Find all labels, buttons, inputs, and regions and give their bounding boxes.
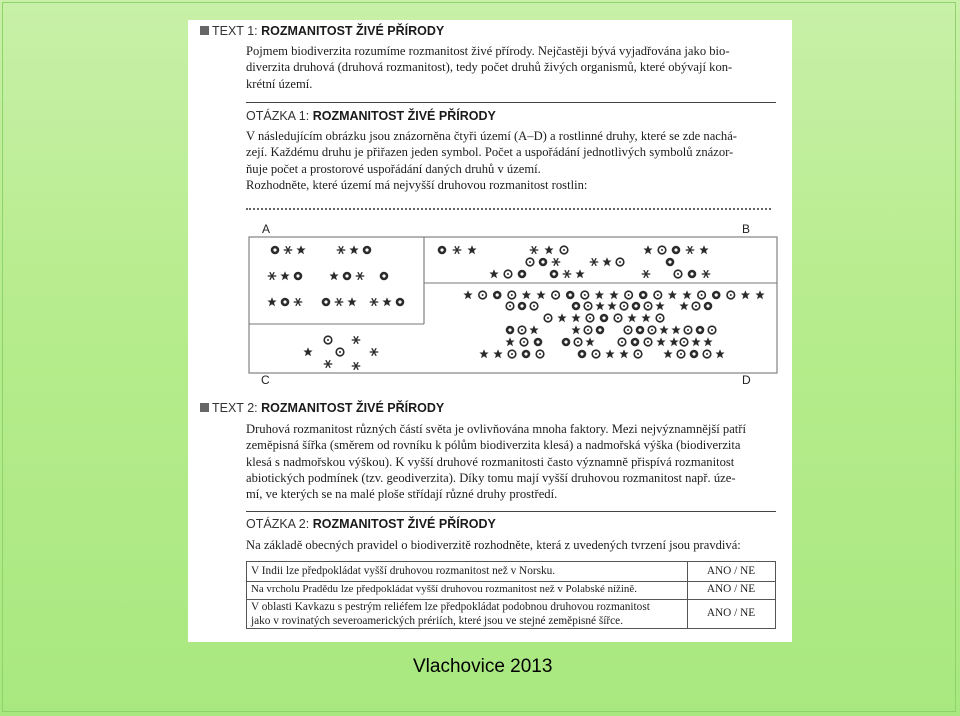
text2-line: abiotických podmínek (tzv. geodiverzita). Díky tomu mají vyšší druhovou rozmanitost např. úze- xyxy=(246,470,736,485)
question2-label: OTÁZKA 2: xyxy=(246,517,310,531)
flower-symbol-icon xyxy=(550,270,559,279)
ring-symbol-icon xyxy=(518,326,526,334)
answer-choice-praded[interactable]: ANO / NE xyxy=(706,583,756,595)
flower-symbol-icon xyxy=(562,338,571,347)
snowflake-symbol-icon xyxy=(642,270,651,278)
ring-symbol-icon xyxy=(677,350,685,358)
ring-symbol-icon xyxy=(692,302,700,310)
question1-line: V následujícím obrázku jsou znázorněna čtyři území (A–D) a rostlinné druhy, které se zde nachá- xyxy=(246,129,737,143)
star-symbol-icon xyxy=(347,297,356,306)
flower-symbol-icon xyxy=(666,258,675,267)
star-symbol-icon xyxy=(595,290,604,299)
flower-symbol-icon xyxy=(636,326,645,335)
text2-line: mí, ve kterých se na malé ploše střídají různé druhy prostředí. xyxy=(246,487,558,502)
snowflake-symbol-icon xyxy=(563,270,572,278)
ring-symbol-icon xyxy=(592,350,600,358)
ring-symbol-icon xyxy=(324,336,332,344)
flower-symbol-icon xyxy=(343,272,352,281)
snowflake-symbol-icon xyxy=(324,360,333,368)
table-row-divider xyxy=(247,581,775,582)
flower-symbol-icon xyxy=(639,291,648,300)
question1-title: ROZMANITOST ŽIVÉ PŘÍRODY xyxy=(312,109,496,123)
snowflake-symbol-icon xyxy=(686,246,695,254)
snowflake-symbol-icon xyxy=(702,270,711,278)
text2-title: ROZMANITOST ŽIVÉ PŘÍRODY xyxy=(261,401,445,415)
ring-symbol-icon xyxy=(680,338,688,346)
star-symbol-icon xyxy=(493,349,502,358)
ring-symbol-icon xyxy=(552,291,560,299)
flower-symbol-icon xyxy=(294,272,303,281)
star-symbol-icon xyxy=(585,337,594,346)
question1-body xyxy=(246,128,776,193)
ring-symbol-icon xyxy=(536,350,544,358)
snowflake-symbol-icon xyxy=(590,258,599,266)
star-symbol-icon xyxy=(607,301,616,310)
star-symbol-icon xyxy=(605,349,614,358)
question2-prompt: Na základě obecných pravidel o biodiverzitě rozhodněte, která z uvedených tvrzení jsou pravdivá: xyxy=(246,538,741,552)
ring-symbol-icon xyxy=(504,270,512,278)
statement-kavkaz-line1: V oblasti Kavkazu s pestrým reliéfem lze předpokládat podobnou druhovou rozmanitost xyxy=(251,601,650,613)
flower-symbol-icon xyxy=(566,291,575,300)
star-symbol-icon xyxy=(602,257,611,266)
star-symbol-icon xyxy=(656,337,665,346)
star-symbol-icon xyxy=(303,347,312,356)
flower-symbol-icon xyxy=(281,298,290,307)
text2-line: Druhová rozmanitost různých částí světa je ovlivňována mnoha faktory. Mezi nejvýznamnější patří xyxy=(246,422,746,436)
ring-symbol-icon xyxy=(520,338,528,346)
snowflake-symbol-icon xyxy=(352,336,361,344)
text2-line: zeměpisná šířka (směrem od rovníku k pólům biodiverzita klesá) a nadmořská výška (biodiverzita xyxy=(246,438,741,453)
ring-symbol-icon xyxy=(624,326,632,334)
flower-symbol-icon xyxy=(518,270,527,279)
ring-symbol-icon xyxy=(634,350,642,358)
star-symbol-icon xyxy=(571,325,580,334)
star-symbol-icon xyxy=(679,301,688,310)
flower-symbol-icon xyxy=(539,258,548,267)
question2-heading xyxy=(246,517,496,531)
flower-symbol-icon xyxy=(704,302,713,311)
star-symbol-icon xyxy=(699,245,708,254)
snowflake-symbol-icon xyxy=(335,298,344,306)
star-symbol-icon xyxy=(627,313,636,322)
flower-symbol-icon xyxy=(363,246,372,255)
star-symbol-icon xyxy=(557,313,566,322)
statement-kavkaz-line2: jako v rovinatých severoamerických prériích, které jsou ve stejné zeměpisné šířce. xyxy=(251,615,624,627)
ring-symbol-icon xyxy=(581,291,589,299)
species-symbols xyxy=(267,245,764,370)
text1-body xyxy=(246,43,776,92)
answer-table xyxy=(246,561,776,629)
ring-symbol-icon xyxy=(698,291,706,299)
flower-symbol-icon xyxy=(506,326,515,335)
ring-symbol-icon xyxy=(625,291,633,299)
square-bullet-icon xyxy=(200,403,209,412)
star-symbol-icon xyxy=(463,290,472,299)
star-symbol-icon xyxy=(643,245,652,254)
star-symbol-icon xyxy=(655,301,664,310)
ring-symbol-icon xyxy=(479,291,487,299)
snowflake-symbol-icon xyxy=(552,258,561,266)
star-symbol-icon xyxy=(280,271,289,280)
star-symbol-icon xyxy=(575,269,584,278)
snowflake-symbol-icon xyxy=(284,246,293,254)
star-symbol-icon xyxy=(529,325,538,334)
divider-rule xyxy=(246,511,776,512)
flower-symbol-icon xyxy=(632,302,641,311)
ring-symbol-icon xyxy=(618,338,626,346)
text2-body xyxy=(246,421,776,502)
star-symbol-icon xyxy=(671,325,680,334)
flower-symbol-icon xyxy=(578,350,587,359)
snowflake-symbol-icon xyxy=(370,298,379,306)
star-symbol-icon xyxy=(609,290,618,299)
star-symbol-icon xyxy=(595,301,604,310)
flower-symbol-icon xyxy=(572,302,581,311)
table-row-divider xyxy=(247,599,775,600)
ring-symbol-icon xyxy=(526,258,534,266)
ring-symbol-icon xyxy=(727,291,735,299)
star-symbol-icon xyxy=(641,313,650,322)
ring-symbol-icon xyxy=(708,326,716,334)
area-label-b: B xyxy=(742,222,751,236)
star-symbol-icon xyxy=(682,290,691,299)
star-symbol-icon xyxy=(329,271,338,280)
flower-symbol-icon xyxy=(688,270,697,279)
ring-symbol-icon xyxy=(560,246,568,254)
ring-symbol-icon xyxy=(506,302,514,310)
star-symbol-icon xyxy=(741,290,750,299)
star-symbol-icon xyxy=(715,349,724,358)
ring-symbol-icon xyxy=(648,326,656,334)
square-bullet-icon xyxy=(200,26,209,35)
ring-symbol-icon xyxy=(544,314,552,322)
star-symbol-icon xyxy=(571,313,580,322)
snowflake-symbol-icon xyxy=(370,348,379,356)
text1-heading xyxy=(200,24,444,38)
flower-symbol-icon xyxy=(696,326,705,335)
text2-line: klesá s nadmořskou výškou). K vyšší druhové rozmanitosti často významně přispívá rozmanitost xyxy=(246,454,735,469)
star-symbol-icon xyxy=(467,245,476,254)
flower-symbol-icon xyxy=(534,338,543,347)
flower-symbol-icon xyxy=(380,272,389,281)
flower-symbol-icon xyxy=(672,246,681,255)
ring-symbol-icon xyxy=(644,302,652,310)
snowflake-symbol-icon xyxy=(294,298,303,306)
ring-symbol-icon xyxy=(530,302,538,310)
text1-line: Pojmem biodiverzita rozumíme rozmanitost živé přírody. Nejčastěji bývá vyjadřována jako bio- xyxy=(246,44,730,58)
flower-symbol-icon xyxy=(522,350,531,359)
star-symbol-icon xyxy=(349,245,358,254)
area-label-a: A xyxy=(262,222,271,236)
statement-praded: Na vrcholu Pradědu lze předpokládat vyšší druhovou rozmanitost než v Polabské nížině. xyxy=(251,583,637,595)
star-symbol-icon xyxy=(669,337,678,346)
ring-symbol-icon xyxy=(508,291,516,299)
ring-symbol-icon xyxy=(658,246,666,254)
statement-india: V Indii lze předpokládat vyšší druhovou rozmanitost než v Norsku. xyxy=(251,565,556,577)
star-symbol-icon xyxy=(691,337,700,346)
star-symbol-icon xyxy=(755,290,764,299)
snowflake-symbol-icon xyxy=(530,246,539,254)
flower-symbol-icon xyxy=(596,326,605,335)
snowflake-symbol-icon xyxy=(356,272,365,280)
ring-symbol-icon xyxy=(586,314,594,322)
star-symbol-icon xyxy=(489,269,498,278)
star-symbol-icon xyxy=(659,325,668,334)
star-symbol-icon xyxy=(619,349,628,358)
ring-symbol-icon xyxy=(336,348,344,356)
snowflake-symbol-icon xyxy=(337,246,346,254)
text1-title: ROZMANITOST ŽIVÉ PŘÍRODY xyxy=(261,24,445,38)
ring-symbol-icon xyxy=(684,326,692,334)
text1-label: TEXT 1: xyxy=(212,24,258,38)
flower-symbol-icon xyxy=(690,350,699,359)
star-symbol-icon xyxy=(668,290,677,299)
star-symbol-icon xyxy=(479,349,488,358)
star-symbol-icon xyxy=(296,245,305,254)
ring-symbol-icon xyxy=(616,258,624,266)
question1-heading xyxy=(246,109,496,123)
text1-line: diverzita druhová (druhová rozmanitost), tedy počet druhů živých organismů, které obývají kon- xyxy=(246,60,733,75)
flower-symbol-icon xyxy=(396,298,405,307)
question2-title: ROZMANITOST ŽIVÉ PŘÍRODY xyxy=(312,517,496,531)
star-symbol-icon xyxy=(267,297,276,306)
area-label-d: D xyxy=(742,373,751,387)
flower-symbol-icon xyxy=(493,291,502,300)
ring-symbol-icon xyxy=(620,302,628,310)
answer-choice-india[interactable]: ANO / NE xyxy=(706,565,756,577)
star-symbol-icon xyxy=(536,290,545,299)
area-map-figure xyxy=(248,236,778,374)
star-symbol-icon xyxy=(382,297,391,306)
flower-symbol-icon xyxy=(631,338,640,347)
divider-rule xyxy=(246,102,776,103)
worksheet-page xyxy=(188,20,792,642)
snowflake-symbol-icon xyxy=(352,362,361,370)
ring-symbol-icon xyxy=(674,270,682,278)
footer-caption: Vlachovice 2013 xyxy=(413,656,553,677)
question1-label: OTÁZKA 1: xyxy=(246,109,310,123)
ring-symbol-icon xyxy=(584,302,592,310)
answer-choice-kavkaz[interactable]: ANO / NE xyxy=(706,607,756,619)
star-symbol-icon xyxy=(663,349,672,358)
ring-symbol-icon xyxy=(508,350,516,358)
flower-symbol-icon xyxy=(322,298,331,307)
star-symbol-icon xyxy=(505,337,514,346)
question1-line: Rozhodněte, které území má nejvyšší druhovou rozmanitost rostlin: xyxy=(246,177,588,192)
ring-symbol-icon xyxy=(703,350,711,358)
flower-symbol-icon xyxy=(271,246,280,255)
flower-symbol-icon xyxy=(438,246,447,255)
ring-symbol-icon xyxy=(584,326,592,334)
ring-symbol-icon xyxy=(614,314,622,322)
flower-symbol-icon xyxy=(600,314,609,323)
ring-symbol-icon xyxy=(644,338,652,346)
star-symbol-icon xyxy=(544,245,553,254)
snowflake-symbol-icon xyxy=(268,272,277,280)
flower-symbol-icon xyxy=(712,291,721,300)
text1-line: krétní území. xyxy=(246,76,313,91)
ring-symbol-icon xyxy=(654,291,662,299)
star-symbol-icon xyxy=(703,337,712,346)
question1-line: zejí. Každému druhu je přiřazen jeden symbol. Počet a uspořádání jednotlivých symbolů znázor- xyxy=(246,145,734,160)
ring-symbol-icon xyxy=(656,314,664,322)
area-label-c: C xyxy=(261,373,270,387)
flower-symbol-icon xyxy=(518,302,527,311)
text2-heading xyxy=(200,401,444,415)
ring-symbol-icon xyxy=(574,338,582,346)
snowflake-symbol-icon xyxy=(453,246,462,254)
star-symbol-icon xyxy=(522,290,531,299)
text2-label: TEXT 2: xyxy=(212,401,258,415)
question1-line: ňuje počet a prostorové uspořádání daných druhů v území. xyxy=(246,161,541,176)
answer-dotted-line[interactable] xyxy=(246,208,771,210)
